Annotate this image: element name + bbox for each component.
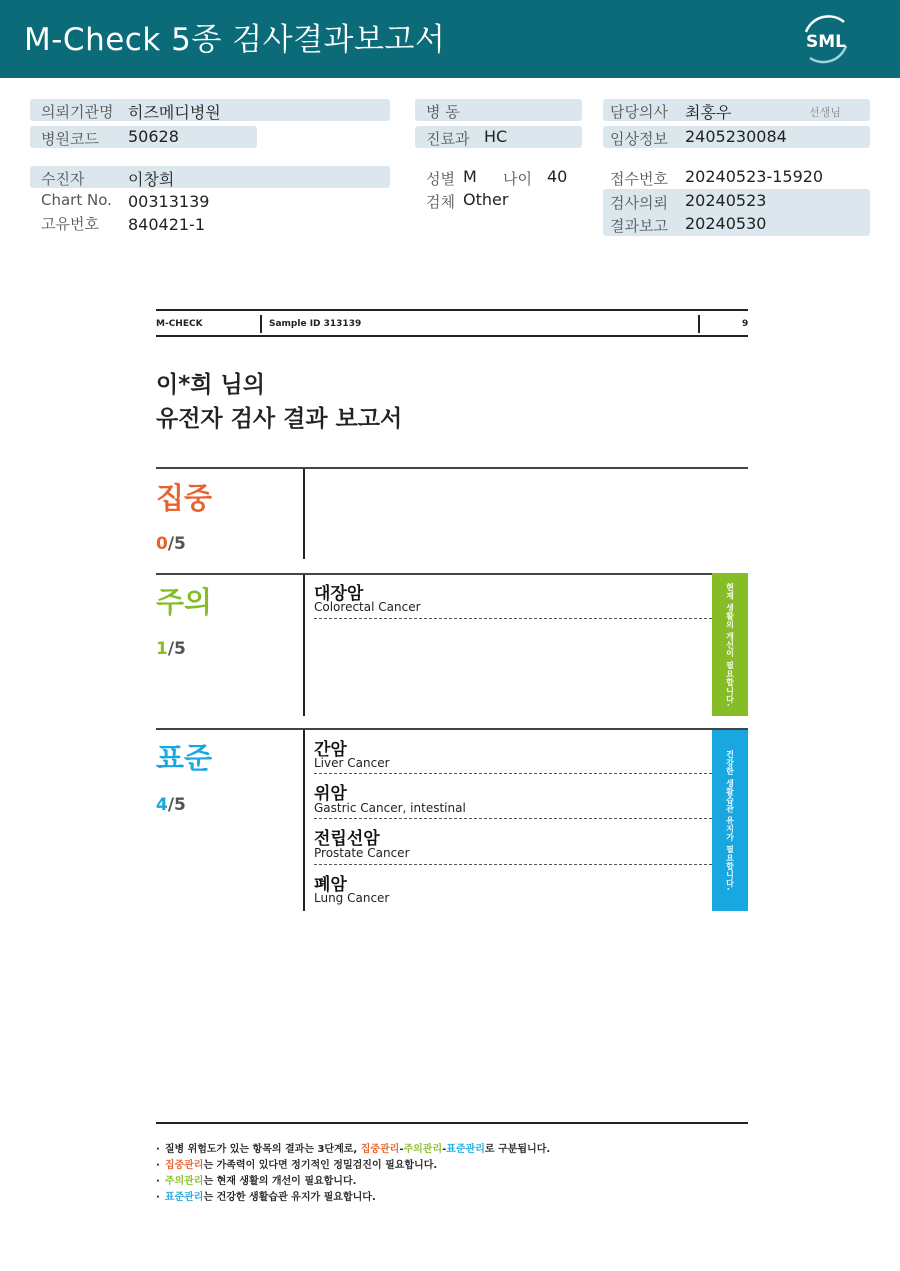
standard-sidebar: [712, 730, 748, 911]
standard-item-2-en: Gastric Cancer, intestinal: [314, 801, 466, 815]
category-focus-count: 0/5: [156, 534, 186, 554]
section-divider-standard: [303, 730, 305, 911]
category-caution-count: 1/5: [156, 639, 186, 659]
footnote-4: · 표준관리는 건강한 생활습관 유지가 필요합니다.: [156, 1192, 376, 1203]
standard-item-2-separator: [314, 818, 712, 819]
footnote-1: · 질병 위험도가 있는 항목의 결과는 3단계로, 집중관리-주의관리-표준관리로 구분됩니다.: [156, 1144, 551, 1155]
report-top-rule: [156, 309, 748, 311]
section-rule-focus: [156, 467, 748, 469]
header-bar: [0, 0, 900, 78]
patient-name-value: 이창희: [128, 170, 175, 189]
sample-id: Sample ID 313139: [269, 319, 362, 329]
patient-name-label: 수진자: [41, 170, 85, 188]
svg-text:SML: SML: [806, 32, 846, 52]
request-date-label: 검사의뢰: [610, 194, 668, 212]
standard-item-2-ko: 위암: [314, 784, 347, 804]
standard-item-1-separator: [314, 773, 712, 774]
category-standard-count: 4/5: [156, 795, 186, 815]
category-caution-name: 주의: [156, 585, 213, 619]
standard-item-3-separator: [314, 864, 712, 865]
department-value: HC: [484, 127, 508, 146]
report-top-rule-2: [156, 335, 748, 337]
age-value: 40: [547, 167, 568, 186]
report-date-value: 20240530: [685, 214, 767, 233]
standard-item-1-en: Liver Cancer: [314, 756, 390, 770]
caution-item-1-ko: 대장암: [314, 584, 364, 604]
category-standard-name: 표준: [156, 741, 213, 775]
standard-sidebar-text: 건강한 생활습관 유지가 필요합니다.: [725, 750, 735, 891]
unique-id-value: 840421-1: [128, 215, 206, 234]
caution-item-1-separator: [314, 618, 712, 619]
section-rule-caution: [156, 573, 748, 575]
doctor-value: 최홍우: [685, 103, 732, 122]
standard-item-3-ko: 전립선암: [314, 829, 380, 849]
ward-label: 병 동: [426, 103, 460, 121]
report-title-line1: 이*희 님의: [156, 372, 265, 398]
footnote-3: · 주의관리는 현재 생활의 개선이 필요합니다.: [156, 1176, 357, 1187]
receipt-no-label: 접수번호: [610, 170, 668, 188]
clinical-info-label: 임상정보: [610, 130, 668, 148]
report-brand: M-CHECK: [156, 319, 203, 329]
section-rule-standard: [156, 728, 748, 730]
specimen-value: Other: [463, 190, 509, 209]
age-label: 나이: [503, 170, 532, 188]
standard-item-1-ko: 간암: [314, 740, 347, 760]
caution-sidebar-text: 현재 생활의 개선이 필요합니다.: [725, 582, 735, 707]
page-number: 9: [742, 319, 749, 329]
standard-item-4-ko: 폐암: [314, 875, 347, 895]
institution-value: 히즈메디병원: [128, 103, 221, 122]
institution-label: 의뢰기관명: [41, 103, 114, 121]
specimen-label: 검체: [426, 193, 455, 211]
unique-id-label: 고유번호: [41, 215, 99, 233]
footer-rule: [156, 1122, 748, 1124]
footnote-2: · 집중관리는 가족력이 있다면 정기적인 정밀검진이 필요합니다.: [156, 1160, 438, 1171]
strip-divider-2: [698, 315, 700, 333]
report-title-line2: 유전자 검사 결과 보고서: [156, 406, 403, 432]
standard-item-3-en: Prostate Cancer: [314, 846, 410, 860]
receipt-no-value: 20240523-15920: [685, 167, 824, 186]
report-date-label: 결과보고: [610, 217, 668, 235]
chart-no-value: 00313139: [128, 192, 210, 211]
caution-sidebar: [712, 573, 748, 716]
section-divider-focus: [303, 469, 305, 559]
report-title: [156, 368, 402, 436]
report-header-title: M-Check 5종 검사결과보고서: [24, 22, 446, 58]
chart-no-label: Chart No.: [41, 191, 112, 209]
sml-logo: [798, 12, 854, 66]
clinical-info-value: 2405230084: [685, 127, 787, 146]
strip-divider: [260, 315, 262, 333]
doctor-suffix: 선생님: [809, 106, 841, 119]
section-divider-caution: [303, 575, 305, 716]
sex-value: M: [463, 167, 477, 186]
request-date-value: 20240523: [685, 191, 767, 210]
department-label: 진료과: [426, 130, 470, 148]
category-focus-name: 집중: [156, 481, 213, 515]
hospital-code-value: 50628: [128, 127, 179, 146]
hospital-code-label: 병원코드: [41, 130, 99, 148]
standard-item-4-en: Lung Cancer: [314, 891, 390, 905]
doctor-label: 담당의사: [610, 103, 668, 121]
sex-label: 성별: [426, 170, 455, 188]
caution-item-1-en: Colorectal Cancer: [314, 600, 421, 614]
